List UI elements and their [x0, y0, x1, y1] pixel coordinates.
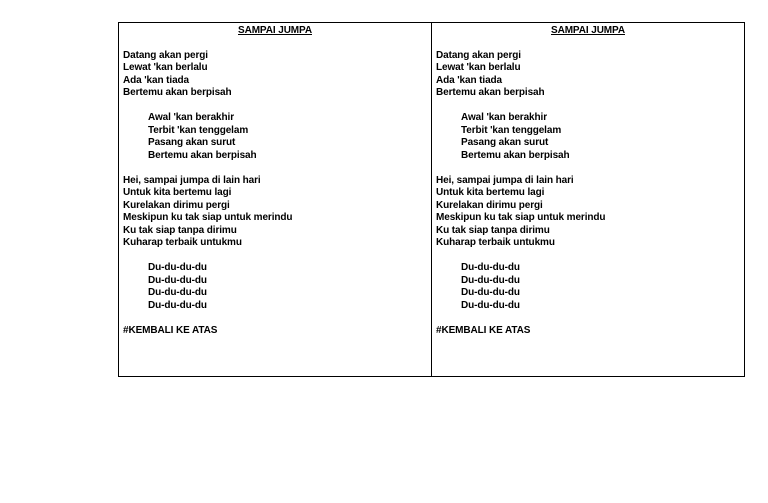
song-title: SAMPAI JUMPA — [238, 25, 312, 36]
lyric-line: Ada 'kan tiada — [123, 74, 189, 86]
chorus — [436, 175, 744, 250]
lyrics-table — [118, 22, 745, 377]
lyric-line: Meskipun ku tak siap untuk merindu — [436, 212, 606, 223]
lyric-line: Du-du-du-du — [148, 262, 207, 273]
song-title: SAMPAI JUMPA — [551, 25, 625, 36]
lyric-line: Ada 'kan tiada — [436, 74, 502, 86]
verse-2 — [436, 112, 744, 162]
lyric-line: Hei, sampai jumpa di lain hari — [123, 174, 261, 186]
lyric-line: Kurelakan dirimu pergi — [123, 199, 230, 211]
verse-2 — [123, 112, 431, 162]
lyric-line: Du-du-du-du — [148, 274, 207, 286]
lyric-line: Du-du-du-du — [148, 299, 207, 311]
lyric-line: Untuk kita bertemu lagi — [436, 187, 545, 198]
lyric-line: Du-du-du-du — [148, 287, 207, 298]
lyric-line: Untuk kita bertemu lagi — [123, 187, 232, 198]
lyric-line: Datang akan pergi — [436, 49, 521, 61]
lyric-line: Bertemu akan berpisah — [436, 87, 545, 98]
lyrics-column-right — [431, 23, 744, 376]
lyrics-column-left — [119, 23, 431, 376]
lyric-line: Lewat 'kan berlalu — [123, 62, 208, 73]
lyric-line: Awal 'kan berakhir — [148, 112, 234, 123]
lyric-line: Kuharap terbaik untukmu — [123, 237, 242, 248]
lyric-line: Du-du-du-du — [461, 262, 520, 273]
back-to-top-link[interactable]: #KEMBALI KE ATAS — [123, 324, 218, 336]
lyric-line: Meskipun ku tak siap untuk merindu — [123, 212, 293, 223]
lyric-line: Du-du-du-du — [461, 287, 520, 298]
lyric-line: Terbit 'kan tenggelam — [148, 124, 249, 136]
outro — [436, 262, 744, 312]
lyric-line: Awal 'kan berakhir — [461, 112, 547, 123]
lyric-line: Pasang akan surut — [148, 137, 236, 148]
verse-1 — [123, 50, 431, 100]
lyric-line: Du-du-du-du — [461, 274, 520, 286]
lyric-line: Kurelakan dirimu pergi — [436, 199, 543, 211]
lyric-line: Kuharap terbaik untukmu — [436, 237, 555, 248]
lyric-line: Datang akan pergi — [123, 49, 208, 61]
lyric-line: Du-du-du-du — [461, 299, 520, 311]
verse-1 — [436, 50, 744, 100]
lyric-line: Bertemu akan berpisah — [148, 149, 257, 161]
lyric-line: Lewat 'kan berlalu — [436, 62, 521, 73]
back-to-top-link[interactable]: #KEMBALI KE ATAS — [436, 324, 531, 336]
lyric-line: Pasang akan surut — [461, 137, 549, 148]
chorus — [123, 175, 431, 250]
lyric-line: Ku tak siap tanpa dirimu — [436, 224, 550, 236]
lyric-line: Hei, sampai jumpa di lain hari — [436, 174, 574, 186]
lyric-line: Ku tak siap tanpa dirimu — [123, 224, 237, 236]
lyric-line: Bertemu akan berpisah — [461, 149, 570, 161]
lyric-line: Bertemu akan berpisah — [123, 87, 232, 98]
outro — [123, 262, 431, 312]
lyric-line: Terbit 'kan tenggelam — [461, 124, 562, 136]
